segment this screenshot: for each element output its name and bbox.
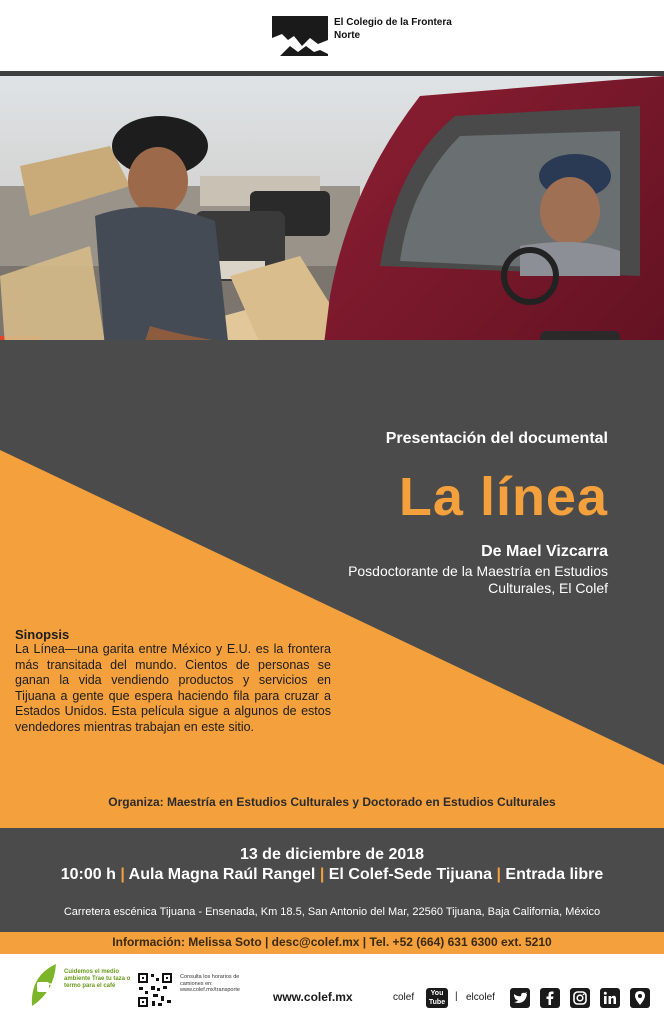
instagram-icon[interactable] — [570, 988, 590, 1008]
facebook-icon[interactable] — [540, 988, 560, 1008]
eco-cup-icon — [28, 962, 58, 1010]
event-location: El Colef-Sede Tijuana — [328, 866, 493, 883]
linkedin-icon[interactable] — [600, 988, 620, 1008]
separator: | — [455, 991, 458, 1002]
separator: | — [319, 866, 329, 883]
colef-logo-text: El Colegio de la Frontera Norte — [334, 17, 452, 41]
social-handle: elcolef — [466, 992, 495, 1003]
website-link[interactable]: www.colef.mx — [273, 990, 353, 1004]
director-name: De Mael Vizcarra — [481, 543, 608, 560]
event-entry: Entrada libre — [505, 866, 604, 883]
qr-code-icon[interactable] — [137, 972, 173, 1008]
director-role: Posdoctorante de la Maestría en Estudios Culturales, El Colef — [348, 563, 608, 596]
organizer-line: Organiza: Maestría en Estudios Culturales y Doctorado en Estudios Culturales — [108, 795, 556, 809]
event-venue: Aula Magna Raúl Rangel — [128, 866, 316, 883]
poster-header — [0, 0, 664, 72]
separator: | — [120, 866, 129, 883]
colef-logo-icon — [272, 16, 328, 56]
separator: | — [496, 866, 506, 883]
transport-info: Consulta los horarios de camiones en: www.colef.mx/transporte — [180, 974, 240, 993]
eco-message: Cuidemos el medio ambiente Trae tu taza o termo para el café — [64, 969, 131, 989]
synopsis-heading: Sinopsis — [15, 627, 70, 642]
youtube-handle: colef — [393, 992, 415, 1003]
documentary-title: La línea — [398, 467, 608, 527]
event-date: 13 de diciembre de 2018 — [239, 846, 425, 863]
twitter-icon[interactable] — [510, 988, 530, 1008]
event-address: Carretera escénica Tijuana - Ensenada, Km 18.5, San Antonio del Mar, 22560 Tijuana, Baja California, México — [63, 906, 601, 918]
event-subtitle: Presentación del documental — [385, 430, 608, 447]
contact-info[interactable]: Información: Melissa Soto | desc@colef.mx | Tel. +52 (664) 631 6300 ext. 5210 — [112, 935, 552, 949]
event-time: 10:00 h — [60, 866, 116, 883]
synopsis-body: La Línea—una garita entre México y E.U. es la frontera más transitada del mundo. Cientos de personas se ganan la vida vendiendo productos y servicios en Tijuana a gente que espera haciendo fila para cruzar a Estados Unidos. Esta película sigue a algunos de estos vendedores mientras trabajan en este sitio. — [15, 642, 331, 734]
event-details-line — [0, 866, 664, 884]
youtube-icon[interactable]: You Tube — [426, 988, 448, 1008]
location-pin-icon[interactable] — [630, 988, 650, 1008]
